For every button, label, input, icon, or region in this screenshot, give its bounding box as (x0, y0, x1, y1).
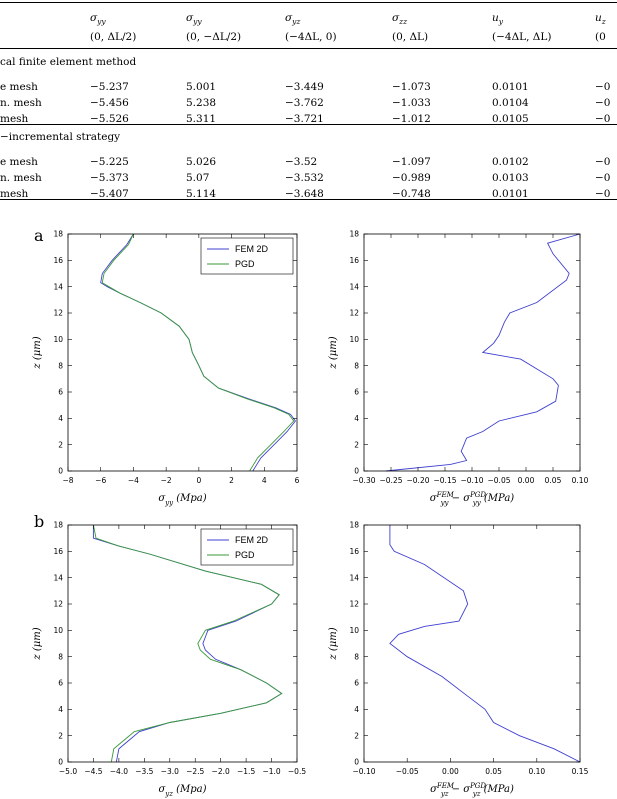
plot-frame (364, 525, 580, 762)
table-row-label: n. mesh (0, 97, 42, 109)
y-tick-label: 18 (349, 229, 359, 239)
x-tick-label: 4 (261, 476, 267, 485)
table-cell: −5.407 (90, 188, 129, 200)
table-cell: 5.114 (186, 188, 217, 200)
table-header-quantity: $u_z$ (595, 12, 606, 27)
y-tick-label: 12 (349, 599, 359, 609)
table-row-label: mesh (0, 188, 29, 200)
table-section-title: −incremental strategy (0, 131, 121, 143)
table-header-rule (0, 48, 617, 49)
y-tick-label: 10 (53, 334, 63, 344)
table-cell: −0 (595, 156, 611, 168)
table-cell: 0.0103 (492, 172, 529, 184)
table-cell: −0 (595, 113, 611, 125)
table-cell: 0.0105 (492, 113, 529, 125)
y-tick-label: 2 (58, 731, 63, 741)
legend-entry-label: FEM 2D (235, 244, 269, 254)
y-axis-label: z (μm) (32, 627, 43, 660)
table-row-label: e mesh (0, 156, 38, 168)
table-cell: −1.033 (392, 97, 431, 109)
y-tick-label: 18 (349, 520, 359, 530)
table-cell: 5.07 (186, 172, 210, 184)
y-tick-label: 10 (349, 334, 359, 344)
x-axis-label: $\sigma^{FEM}$ $_{yy} - \sigma^{PGD}$ $_{yy}$ (MPa) (429, 491, 515, 507)
x-tick-label: −1.5 (237, 767, 256, 776)
x-tick-label: −0.5 (287, 767, 307, 776)
table-cell: 0.0101 (492, 81, 529, 93)
x-tick-label: −2 (160, 476, 172, 485)
table-header-quantity: $u_y$ (492, 12, 504, 27)
y-tick-label: 4 (58, 413, 63, 423)
x-tick-label: 2 (229, 476, 234, 485)
x-axis-label: $\sigma_{yz}$ (Mpa) (158, 784, 207, 798)
y-tick-label: 12 (53, 599, 63, 609)
table-cell: −5.237 (90, 81, 129, 93)
y-tick-label: 16 (53, 255, 63, 265)
x-tick-label: 0.00 (442, 767, 459, 776)
results-table (0, 0, 617, 202)
table-header-quantity: $\sigma_{yy}$ (186, 12, 202, 27)
y-tick-label: 2 (354, 440, 359, 450)
table-cell: −1.073 (392, 81, 431, 93)
y-tick-label: 8 (58, 652, 63, 662)
table-cell: −3.52 (285, 156, 318, 168)
x-tick-label: −0.10 (460, 476, 484, 485)
y-axis-label: z (μm) (328, 336, 339, 369)
table-cell: −0.989 (392, 172, 431, 184)
table-cell: 5.311 (186, 113, 217, 125)
series-line-difference (386, 234, 580, 471)
x-tick-label: −0.15 (433, 476, 457, 485)
table-cell: −3.648 (285, 188, 324, 200)
table-cell: −0 (595, 172, 611, 184)
y-tick-label: 4 (58, 704, 63, 714)
table-cell: 0.0101 (492, 188, 529, 200)
table-header-subscript: y (498, 17, 504, 27)
y-tick-label: 6 (58, 387, 63, 397)
table-cell: −5.373 (90, 172, 129, 184)
table-cell: 5.238 (186, 97, 217, 109)
x-tick-label: −4 (127, 476, 139, 485)
table-cell: −3.532 (285, 172, 324, 184)
table-cell: −0 (595, 97, 611, 109)
legend-entry-label: PGD (235, 550, 255, 560)
table-cell: 0.0102 (492, 156, 529, 168)
table-cell: 5.001 (186, 81, 217, 93)
table-section-title: cal finite element method (0, 56, 137, 68)
table-cell: −5.225 (90, 156, 129, 168)
x-axis-label: $\sigma^{FEM}$ $_{yz} - \sigma^{PGD}$ $_{yz}$ (MPa) (430, 782, 514, 798)
y-tick-label: 14 (349, 573, 359, 583)
table-header-subscript: yy (97, 17, 106, 27)
x-tick-label: 6 (294, 476, 300, 485)
x-tick-label: −5.0 (58, 767, 78, 776)
x-tick-label: 0.05 (485, 767, 502, 776)
x-tick-label: −3.0 (160, 767, 179, 776)
y-axis-label: z (μm) (32, 336, 43, 369)
y-tick-label: 6 (354, 678, 359, 688)
y-tick-label: 2 (354, 731, 359, 741)
y-tick-label: 12 (53, 308, 63, 318)
x-tick-label: −0.30 (352, 476, 376, 485)
chart-sigma-yy-profile (0, 218, 310, 508)
table-row-label: mesh (0, 113, 29, 125)
table-row-label: n. mesh (0, 172, 42, 184)
y-tick-label: 14 (349, 282, 359, 292)
panel-label-b: b (34, 512, 45, 531)
table-cell: −1.012 (392, 113, 431, 125)
table-header-location: (−4ΔL, 0) (285, 31, 337, 43)
x-tick-label: −0.05 (395, 767, 419, 776)
y-tick-label: 0 (58, 757, 63, 767)
table-header-subscript: z (601, 17, 606, 27)
table-header-location: (−4ΔL, ΔL) (492, 31, 552, 43)
y-tick-label: 16 (349, 255, 359, 265)
table-cell: −5.526 (90, 113, 129, 125)
x-tick-label: −0.05 (487, 476, 511, 485)
y-tick-label: 18 (53, 229, 63, 239)
table-cell: −3.721 (285, 113, 324, 125)
x-tick-label: −8 (62, 476, 74, 485)
x-tick-label: −6 (95, 476, 107, 485)
table-header-location: (0, ΔL/2) (90, 31, 137, 43)
table-header-quantity: $\sigma_{yz}$ (285, 12, 301, 27)
table-header-subscript: zz (399, 17, 408, 27)
table-cell: −0 (595, 81, 611, 93)
y-tick-label: 4 (354, 704, 359, 714)
y-tick-label: 8 (354, 361, 359, 371)
table-cell: −0.748 (392, 188, 431, 200)
table-header-location: (0, −ΔL/2) (186, 31, 242, 43)
x-tick-label: −2.0 (211, 767, 230, 776)
x-tick-label: 0.10 (528, 767, 546, 776)
table-header-location: (0 (595, 31, 606, 43)
table-cell: 0.0104 (492, 97, 529, 109)
legend-entry-label: FEM 2D (235, 535, 269, 545)
table-cell: −3.762 (285, 97, 324, 109)
table-cell: −1.097 (392, 156, 431, 168)
x-tick-label: −0.10 (352, 767, 376, 776)
table-cell: 5.026 (186, 156, 217, 168)
x-tick-label: 0.15 (571, 767, 589, 776)
table-header-quantity: $\sigma_{zz}$ (392, 12, 408, 27)
y-tick-label: 10 (53, 625, 63, 635)
y-tick-label: 8 (354, 652, 359, 662)
x-tick-label: −4.5 (84, 767, 103, 776)
y-tick-label: 2 (58, 440, 63, 450)
y-tick-label: 10 (349, 625, 359, 635)
y-tick-label: 0 (354, 466, 359, 476)
chart-sigma-yy-difference (300, 218, 617, 508)
y-tick-label: 18 (53, 520, 63, 530)
x-tick-label: −0.25 (379, 476, 403, 485)
table-header-location: (0, ΔL) (392, 31, 429, 43)
y-tick-label: 6 (354, 387, 359, 397)
y-tick-label: 0 (58, 466, 63, 476)
y-tick-label: 4 (354, 413, 359, 423)
table-top-rule (0, 2, 617, 3)
table-cell: −5.456 (90, 97, 129, 109)
y-tick-label: 16 (53, 546, 63, 556)
table-header-subscript: yz (292, 17, 301, 27)
legend-entry-label: PGD (235, 259, 255, 269)
x-tick-label: −4.0 (109, 767, 128, 776)
panel-label-a: a (34, 226, 44, 245)
x-tick-label: −3.5 (135, 767, 154, 776)
y-tick-label: 14 (53, 573, 63, 583)
y-tick-label: 16 (349, 546, 359, 556)
x-tick-label: 0.00 (517, 476, 535, 485)
chart-sigma-yz-difference (300, 510, 617, 799)
y-tick-label: 6 (58, 678, 63, 688)
x-tick-label: 0 (196, 476, 202, 485)
x-tick-label: −0.20 (406, 476, 430, 485)
series-line-difference (390, 525, 580, 762)
y-tick-label: 0 (354, 757, 359, 767)
y-tick-label: 14 (53, 282, 63, 292)
x-tick-label: 0.05 (544, 476, 562, 485)
table-cell: −0 (595, 188, 611, 200)
table-header-subscript: yy (193, 17, 202, 27)
x-tick-label: −1.0 (262, 767, 281, 776)
y-tick-label: 8 (58, 361, 63, 371)
chart-sigma-yz-profile (0, 510, 310, 799)
y-tick-label: 12 (349, 308, 359, 318)
table-cell: −3.449 (285, 81, 324, 93)
x-tick-label: −2.5 (186, 767, 205, 776)
table-row-label: e mesh (0, 81, 38, 93)
table-header-quantity: $\sigma_{yy}$ (90, 12, 106, 27)
y-axis-label: z (μm) (328, 627, 339, 660)
x-axis-label: $\sigma_{yy}$ (Mpa) (158, 493, 207, 507)
x-tick-label: 0.10 (571, 476, 589, 485)
